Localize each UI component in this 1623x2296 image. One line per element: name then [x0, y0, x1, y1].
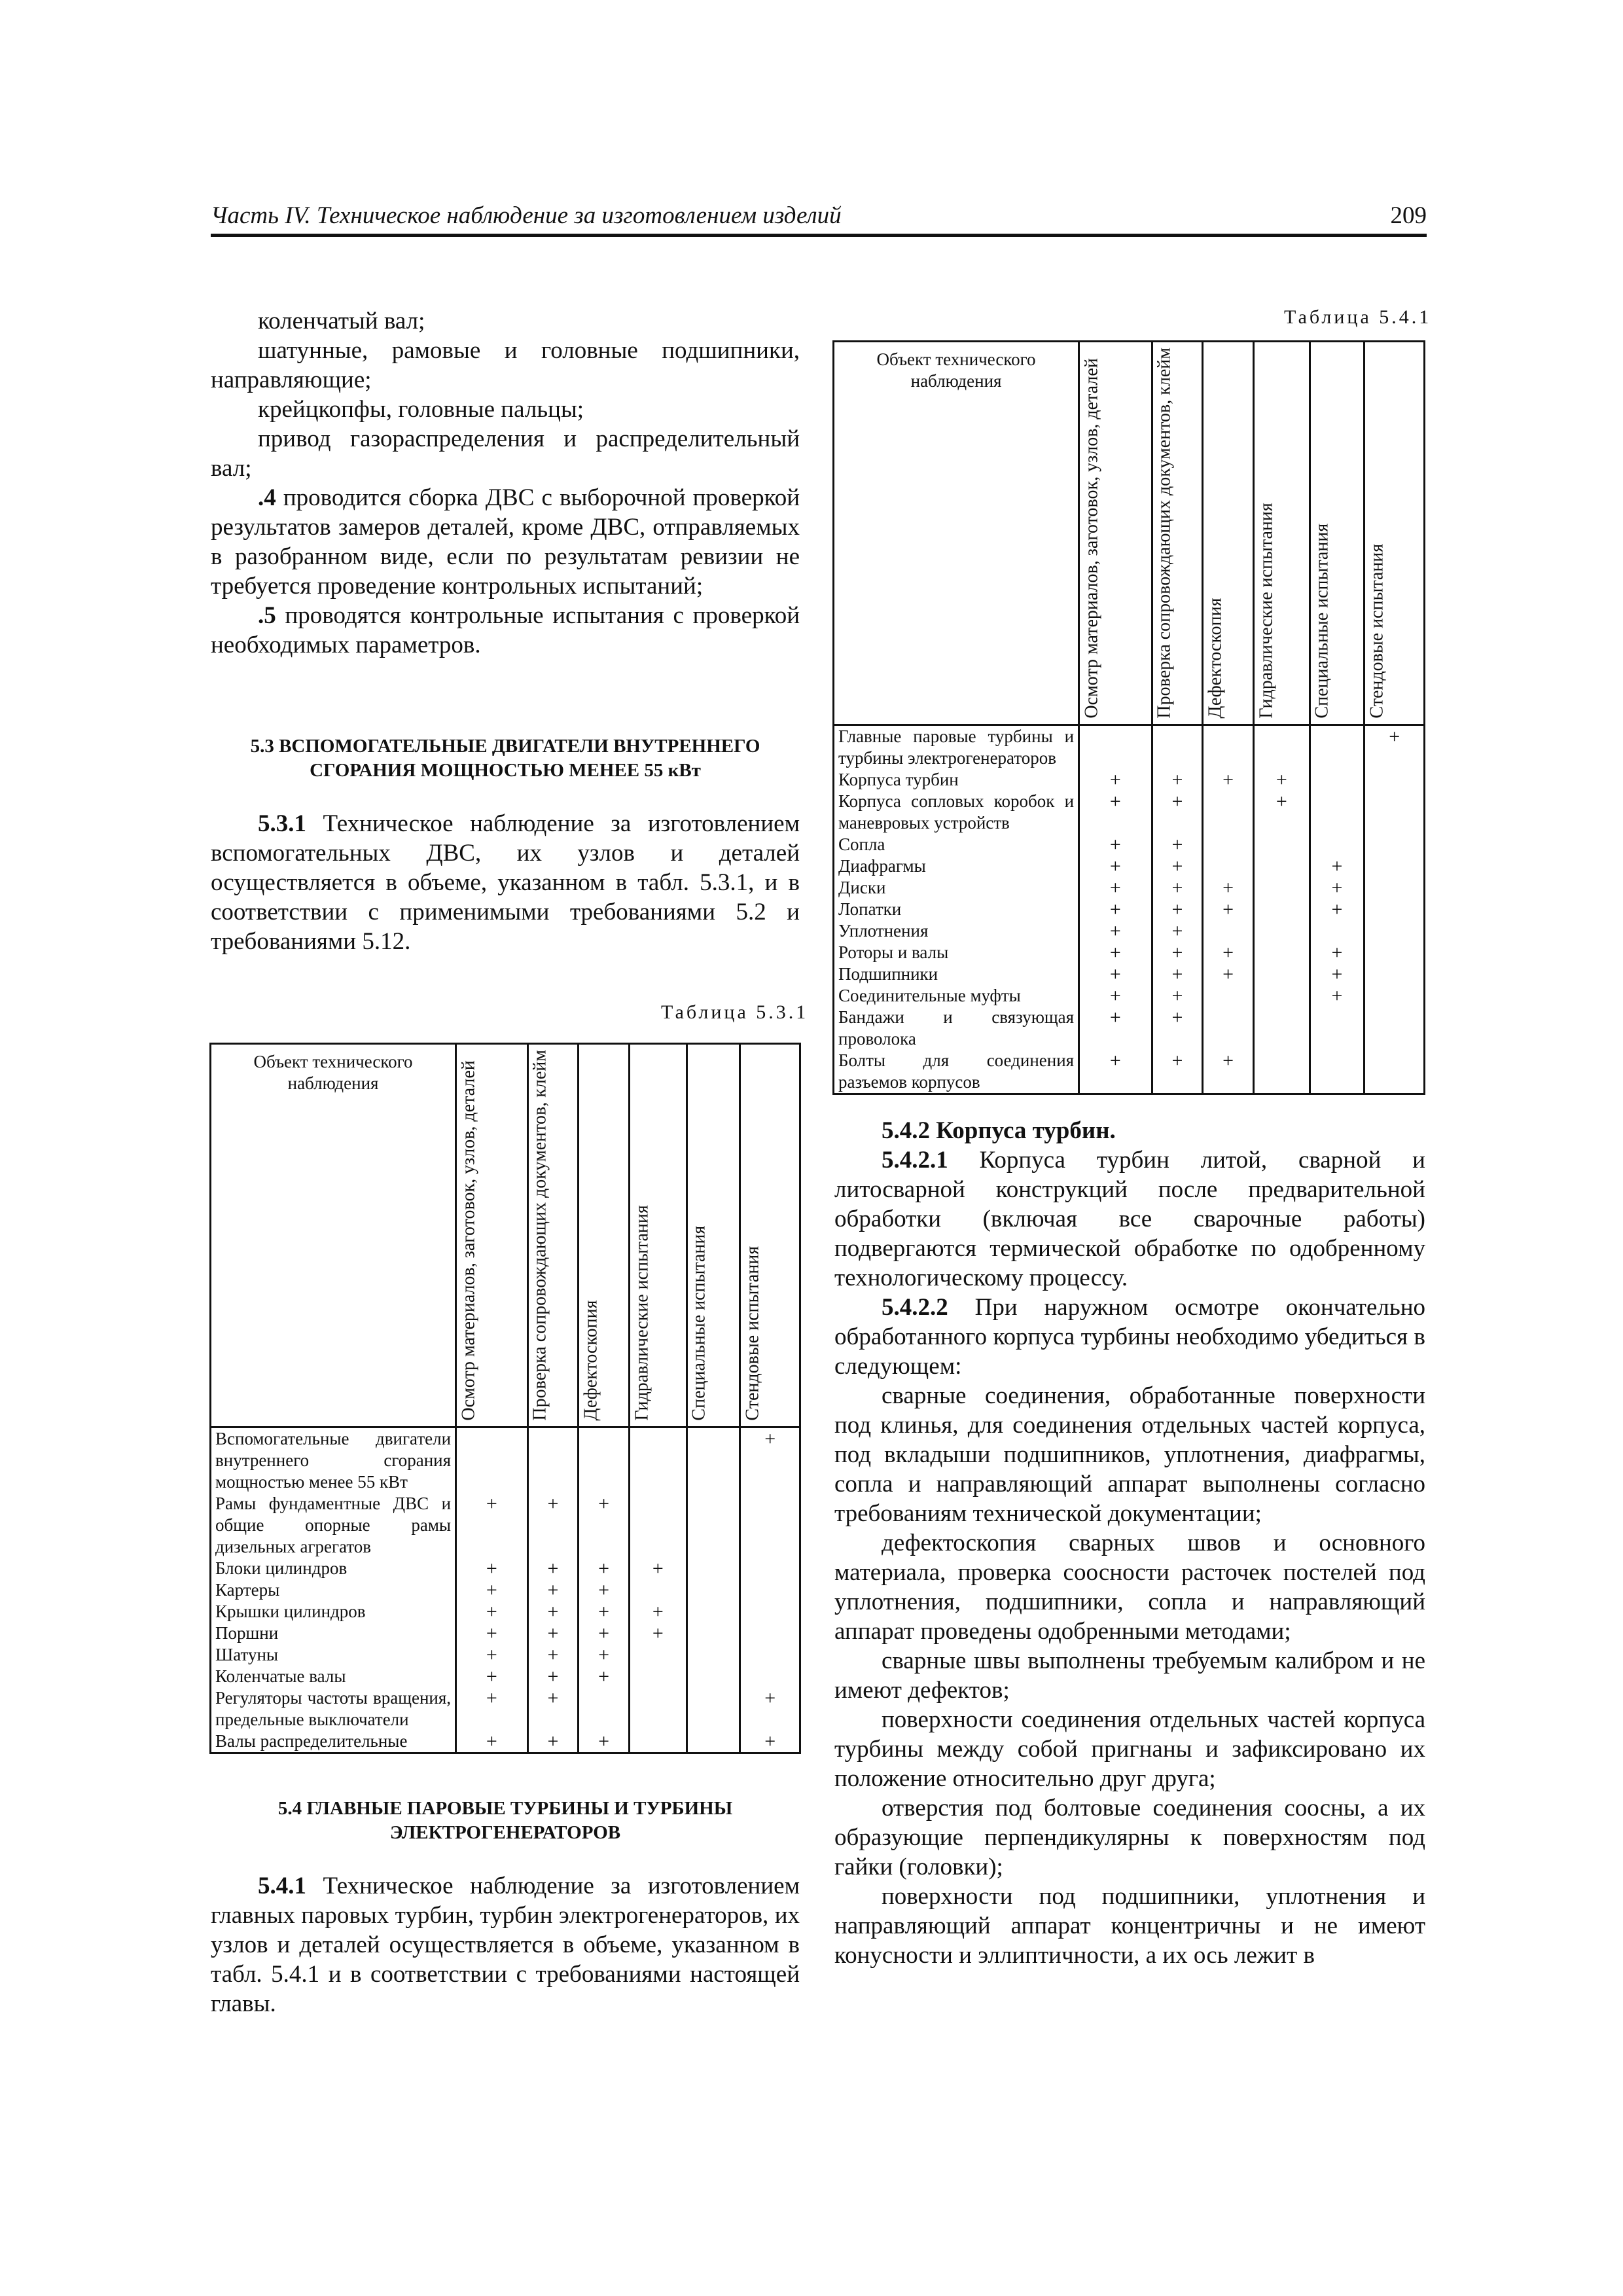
column-header-documents: Проверка сопровождающих документов, клейм [527, 1044, 579, 1427]
row-mark: + [527, 1687, 579, 1731]
row-mark [1203, 920, 1254, 942]
row-mark: + [1079, 920, 1152, 942]
row-mark [1254, 942, 1310, 963]
column-header-object: Объект технического наблюдения [211, 1044, 456, 1427]
row-mark: + [456, 1558, 528, 1579]
row-mark [1152, 725, 1203, 769]
row-mark [687, 1687, 740, 1731]
row-mark [1079, 725, 1152, 769]
row-mark [687, 1558, 740, 1579]
table-row [211, 1623, 800, 1644]
row-mark [1203, 1007, 1254, 1050]
row-mark: + [1079, 877, 1152, 899]
row-mark: + [1152, 899, 1203, 920]
row-mark [1364, 899, 1425, 920]
row-mark [1203, 855, 1254, 877]
row-mark [1254, 834, 1310, 855]
row-object-name: Вспомогательные двигатели внутреннего сгорания мощностью менее 55 кВт [211, 1427, 456, 1493]
row-mark: + [456, 1666, 528, 1687]
row-mark: + [1079, 985, 1152, 1007]
list-item: поверхности под подшипники, уплотнения и направляющий аппарат концентричны и не имеют конусности и эллиптичности, а их ось лежит в [834, 1883, 1425, 1969]
row-mark [1254, 877, 1310, 899]
row-mark: + [630, 1558, 687, 1579]
row-mark [1364, 942, 1425, 963]
row-mark: + [740, 1687, 800, 1731]
row-mark: + [1203, 877, 1254, 899]
row-mark [687, 1731, 740, 1753]
row-mark [1364, 963, 1425, 985]
row-mark: + [527, 1579, 579, 1601]
table-row [834, 985, 1425, 1007]
row-mark [1310, 725, 1364, 769]
table-row [211, 1731, 800, 1753]
row-mark: + [630, 1601, 687, 1623]
row-mark [1254, 899, 1310, 920]
row-mark [1203, 791, 1254, 834]
row-mark: + [1152, 791, 1203, 834]
row-mark [740, 1579, 800, 1601]
row-object-name: Валы распределительные [211, 1731, 456, 1753]
row-mark: + [1310, 855, 1364, 877]
column-header-hydraulic-tests: Гидравлические испытания [1254, 342, 1310, 725]
row-mark [1254, 725, 1310, 769]
row-mark [1364, 985, 1425, 1007]
row-mark [1203, 834, 1254, 855]
row-mark [1364, 877, 1425, 899]
row-object-name: Соединительные муфты [834, 985, 1079, 1007]
row-mark: + [527, 1731, 579, 1753]
column-header-flaw-detection: Дефектоскопия [1203, 342, 1254, 725]
row-object-name: Крышки цилиндров [211, 1601, 456, 1623]
table-row [834, 855, 1425, 877]
row-mark [630, 1493, 687, 1558]
row-mark: + [1152, 855, 1203, 877]
row-mark: + [1254, 791, 1310, 834]
clause-5: .5 проводятся контрольные испытания с проверкой необходимых параметров. [211, 602, 800, 658]
table-5-3-1 [209, 1043, 801, 1754]
row-mark [1254, 1007, 1310, 1050]
row-mark: + [456, 1687, 528, 1731]
row-mark [630, 1644, 687, 1666]
row-mark: + [1254, 769, 1310, 791]
row-mark: + [527, 1666, 579, 1687]
row-object-name: Шатуны [211, 1644, 456, 1666]
row-mark [579, 1687, 630, 1731]
row-mark [1310, 1050, 1364, 1094]
row-mark [1310, 920, 1364, 942]
row-mark: + [1310, 963, 1364, 985]
row-mark: + [1079, 1007, 1152, 1050]
row-mark [1310, 1007, 1364, 1050]
list-item: отверстия под болтовые соединения соосны, а их образующие перпендикулярны к поверхностям под гайки (головки); [834, 1795, 1425, 1880]
paragraph-5-3-1: 5.3.1 Техническое наблюдение за изготовлением вспомогательных ДВС, их узлов и деталей осуществляется в объеме, указанном в табл. 5.3.1, и в соответствии с применимыми требованиями 5.2 и требованиями 5.12. [211, 810, 800, 955]
row-mark [1364, 920, 1425, 942]
row-mark [687, 1427, 740, 1493]
table-row [211, 1427, 800, 1493]
row-mark [687, 1644, 740, 1666]
table-row [834, 834, 1425, 855]
column-header-inspection: Осмотр материалов, заготовок, узлов, деталей [1079, 342, 1152, 725]
row-mark [1364, 1007, 1425, 1050]
table-row [834, 899, 1425, 920]
table-row [834, 725, 1425, 769]
table-row [834, 963, 1425, 985]
row-mark: + [1152, 942, 1203, 963]
row-mark [1254, 1050, 1310, 1094]
row-mark [1254, 985, 1310, 1007]
row-object-name: Поршни [211, 1623, 456, 1644]
row-mark [687, 1579, 740, 1601]
left-column-lower [211, 1797, 800, 2018]
row-mark [1203, 985, 1254, 1007]
row-mark: + [527, 1623, 579, 1644]
row-mark [687, 1493, 740, 1558]
row-object-name: Блоки цилиндров [211, 1558, 456, 1579]
row-mark: + [1079, 963, 1152, 985]
row-mark: + [1203, 899, 1254, 920]
row-mark: + [579, 1644, 630, 1666]
row-object-name: Бандажи и связующая проволока [834, 1007, 1079, 1050]
row-mark [630, 1666, 687, 1687]
table-row [211, 1493, 800, 1558]
row-mark [740, 1623, 800, 1644]
row-mark: + [1079, 791, 1152, 834]
table-row [211, 1644, 800, 1666]
table-row [834, 791, 1425, 834]
list-item: поверхности соединения отдельных частей корпуса турбины между собой пригнаны и зафиксировано их положение относительно друг друга; [834, 1706, 1425, 1792]
row-object-name: Регуляторы частоты вращения, предельные выключатели [211, 1687, 456, 1731]
column-header-special-tests: Специальные испытания [687, 1044, 740, 1427]
row-mark: + [740, 1731, 800, 1753]
row-mark: + [1203, 942, 1254, 963]
row-mark: + [1364, 725, 1425, 769]
table-row [834, 1007, 1425, 1050]
row-object-name: Корпуса сопловых коробок и маневровых устройств [834, 791, 1079, 834]
row-mark [527, 1427, 579, 1493]
row-mark: + [1203, 963, 1254, 985]
row-mark [1364, 834, 1425, 855]
row-mark [687, 1666, 740, 1687]
column-header-flaw-detection: Дефектоскопия [579, 1044, 630, 1427]
row-mark [1203, 725, 1254, 769]
page-header [211, 200, 1427, 237]
row-object-name: Сопла [834, 834, 1079, 855]
column-header-documents: Проверка сопровождающих документов, клейм [1152, 342, 1203, 725]
column-header-hydraulic-tests: Гидравлические испытания [630, 1044, 687, 1427]
row-mark: + [456, 1601, 528, 1623]
row-mark: + [740, 1427, 800, 1493]
row-mark: + [456, 1623, 528, 1644]
section-5-3-title: 5.3 ВСПОМОГАТЕЛЬНЫЕ ДВИГАТЕЛИ ВНУТРЕННЕГО СГОРАНИЯ МОЩНОСТЬЮ МЕНЕЕ 55 кВт [250, 736, 760, 781]
row-mark: + [1079, 855, 1152, 877]
row-mark: + [1152, 920, 1203, 942]
row-object-name: Подшипники [834, 963, 1079, 985]
row-mark: + [579, 1623, 630, 1644]
row-mark: + [1152, 769, 1203, 791]
column-header-inspection: Осмотр материалов, заготовок, узлов, деталей [456, 1044, 528, 1427]
list-item: крейцкопфы, головные пальцы; [258, 396, 584, 423]
list-item: сварные швы выполнены требуемым калибром и не имеют дефектов; [834, 1647, 1425, 1704]
right-column [834, 1116, 1425, 1970]
row-mark [1310, 769, 1364, 791]
row-mark [630, 1731, 687, 1753]
column-header-bench-tests: Стендовые испытания [740, 1044, 800, 1427]
row-mark: + [1079, 1050, 1152, 1094]
row-mark [687, 1601, 740, 1623]
row-mark: + [456, 1579, 528, 1601]
table-row [211, 1558, 800, 1579]
row-mark: + [579, 1579, 630, 1601]
list-item: дефектоскопия сварных швов и основного материала, проверка соосности расточек постелей под уплотнения, подшипники, сопла и направляющий аппарат проведены одобренными методами; [834, 1530, 1425, 1645]
table-5-3-1-caption: Таблица 5.3.1 [661, 1001, 809, 1023]
row-mark: + [579, 1493, 630, 1558]
row-mark [1254, 963, 1310, 985]
row-object-name: Коленчатые валы [211, 1666, 456, 1687]
row-mark: + [1079, 769, 1152, 791]
row-mark [740, 1644, 800, 1666]
row-mark [740, 1666, 800, 1687]
paragraph-5-4-1: 5.4.1 Техническое наблюдение за изготовлением главных паровых турбин, турбин электрогенераторов, их узлов и деталей осуществляется в объеме, указанном в табл. 5.4.1 и в соответствии с требованиями настоящей главы. [211, 1873, 800, 2017]
row-mark: + [1079, 899, 1152, 920]
row-mark: + [579, 1558, 630, 1579]
row-mark [1364, 855, 1425, 877]
row-mark: + [527, 1601, 579, 1623]
column-header-object: Объект технического наблюдения [834, 342, 1079, 725]
row-mark: + [1203, 769, 1254, 791]
row-mark: + [1203, 1050, 1254, 1094]
row-mark: + [456, 1493, 528, 1558]
row-mark [687, 1623, 740, 1644]
table-row [834, 877, 1425, 899]
row-mark: + [527, 1558, 579, 1579]
row-mark: + [527, 1644, 579, 1666]
row-object-name: Диски [834, 877, 1079, 899]
paragraph-5-4-2-1: 5.4.2.1 Корпуса турбин литой, сварной и литосварной конструкций после предварительной обработки (включая все сварочные работы) подвергаются термической обработке по одобренному технологическому процессу. [834, 1147, 1425, 1291]
list-item: сварные соединения, обработанные поверхности под клинья, для соединения отдельных частей корпуса, под вкладыши подшипников, уплотнения, диафрагмы, сопла и направляющий аппарат выполнены согласно требованиям технической документации; [834, 1382, 1425, 1527]
list-item: привод газораспределения и распределительный вал; [211, 425, 800, 482]
row-mark: + [579, 1731, 630, 1753]
table-row [211, 1579, 800, 1601]
page-number: 209 [1390, 202, 1427, 229]
row-mark: + [1152, 985, 1203, 1007]
table-5-4-1-caption: Таблица 5.4.1 [1284, 306, 1432, 328]
section-5-4-title: 5.4 ГЛАВНЫЕ ПАРОВЫЕ ТУРБИНЫ И ТУРБИНЫ ЭЛЕКТРОГЕНЕРАТОРОВ [277, 1798, 733, 1843]
row-mark [1364, 791, 1425, 834]
row-mark: + [1310, 985, 1364, 1007]
row-mark: + [1152, 877, 1203, 899]
row-mark [740, 1493, 800, 1558]
row-object-name: Роторы и валы [834, 942, 1079, 963]
row-mark: + [527, 1493, 579, 1558]
row-mark [1364, 769, 1425, 791]
row-mark: + [579, 1666, 630, 1687]
row-mark: + [1079, 942, 1152, 963]
row-mark: + [1310, 942, 1364, 963]
row-mark [740, 1558, 800, 1579]
list-item: шатунные, рамовые и головные подшипники, направляющие; [211, 337, 800, 393]
table-row [834, 769, 1425, 791]
row-mark: + [1310, 877, 1364, 899]
row-mark [740, 1601, 800, 1623]
column-header-special-tests: Специальные испытания [1310, 342, 1364, 725]
table-row [211, 1601, 800, 1623]
table-row [834, 942, 1425, 963]
left-column [211, 306, 800, 956]
row-object-name: Лопатки [834, 899, 1079, 920]
row-object-name: Картеры [211, 1579, 456, 1601]
row-mark: + [1152, 834, 1203, 855]
table-row [834, 1050, 1425, 1094]
row-mark: + [1310, 899, 1364, 920]
row-mark [630, 1687, 687, 1731]
running-title: Часть IV. Техническое наблюдение за изготовлением изделий [211, 202, 842, 229]
row-object-name: Уплотнения [834, 920, 1079, 942]
row-mark [1310, 834, 1364, 855]
row-mark: + [456, 1731, 528, 1753]
row-mark [630, 1427, 687, 1493]
row-mark [579, 1427, 630, 1493]
table-5-4-1 [832, 340, 1425, 1095]
list-item: коленчатый вал; [258, 308, 425, 334]
row-mark: + [456, 1644, 528, 1666]
row-mark: + [1152, 1050, 1203, 1094]
paragraph-5-4-2-title: 5.4.2 Корпуса турбин. [882, 1117, 1116, 1144]
row-mark: + [1152, 1007, 1203, 1050]
row-object-name: Диафрагмы [834, 855, 1079, 877]
table-row [211, 1666, 800, 1687]
column-header-bench-tests: Стендовые испытания [1364, 342, 1425, 725]
row-mark: + [579, 1601, 630, 1623]
table-row [211, 1687, 800, 1731]
row-object-name: Болты для соединения разъемов корпусов [834, 1050, 1079, 1094]
row-mark [630, 1579, 687, 1601]
row-mark [1364, 1050, 1425, 1094]
row-object-name: Рамы фундаментные ДВС и общие опорные рамы дизельных агрегатов [211, 1493, 456, 1558]
row-mark [1310, 791, 1364, 834]
paragraph-5-4-2-2: 5.4.2.2 При наружном осмотре окончательно обработанного корпуса турбины необходимо убедиться в следующем: [834, 1294, 1425, 1380]
table-row [834, 920, 1425, 942]
row-mark: + [1152, 963, 1203, 985]
row-mark: + [630, 1623, 687, 1644]
clause-4: .4 проводится сборка ДВС с выборочной проверкой результатов замеров деталей, кроме ДВС, отправляемых в разобранном виде, если по результатам ревизии не требуется проведение контрольных испытаний; [211, 484, 800, 600]
row-object-name: Корпуса турбин [834, 769, 1079, 791]
row-object-name: Главные паровые турбины и турбины электрогенераторов [834, 725, 1079, 769]
row-mark [1254, 920, 1310, 942]
row-mark [456, 1427, 528, 1493]
row-mark [1254, 855, 1310, 877]
row-mark: + [1079, 834, 1152, 855]
